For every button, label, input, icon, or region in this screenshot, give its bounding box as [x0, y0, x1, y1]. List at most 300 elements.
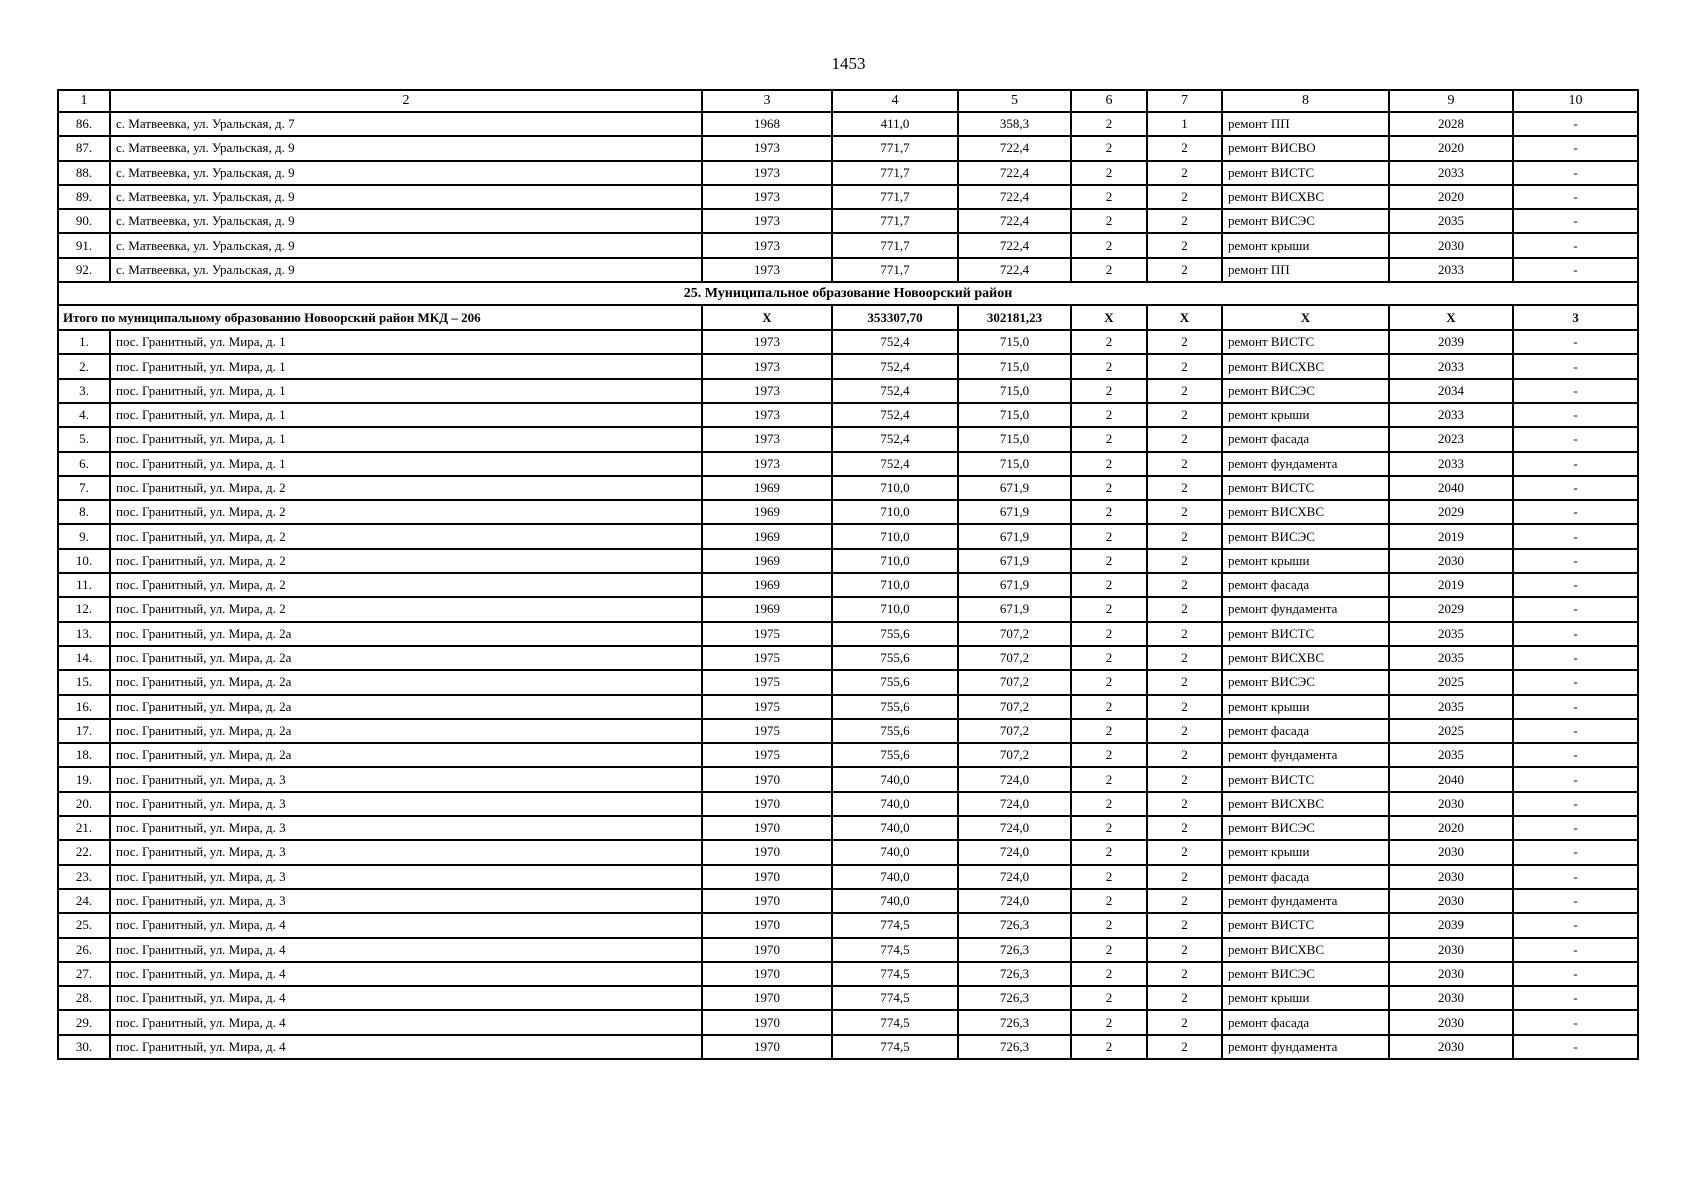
total-value: Х [1071, 305, 1147, 330]
table-row [58, 573, 1638, 597]
cell-row-number: 14. [58, 646, 110, 670]
cell-work-type: ремонт фундамента [1222, 889, 1389, 913]
cell-note: - [1513, 986, 1638, 1010]
cell-address: с. Матвеевка, ул. Уральская, д. 9 [110, 233, 702, 257]
cell-address: пос. Гранитный, ул. Мира, д. 2а [110, 719, 702, 743]
table-row [58, 427, 1638, 451]
cell-build-year: 1975 [702, 622, 832, 646]
cell-work-type: ремонт ВИСТС [1222, 622, 1389, 646]
cell-work-type: ремонт фундамента [1222, 597, 1389, 621]
cell-total-area: 755,6 [832, 695, 958, 719]
cell-build-year: 1970 [702, 1035, 832, 1059]
cell-note: - [1513, 330, 1638, 354]
cell-row-number: 90. [58, 209, 110, 233]
cell-address: пос. Гранитный, ул. Мира, д. 2 [110, 549, 702, 573]
cell-work-type: ремонт ВИСЭС [1222, 816, 1389, 840]
total-row [58, 305, 1638, 330]
cell-work-type: ремонт ВИСТС [1222, 476, 1389, 500]
cell-residential-area: 707,2 [958, 646, 1071, 670]
cell-entrances: 2 [1147, 986, 1222, 1010]
table-row [58, 258, 1638, 282]
cell-work-type: ремонт ВИСХВС [1222, 646, 1389, 670]
cell-entrances: 2 [1147, 209, 1222, 233]
cell-residential-area: 724,0 [958, 792, 1071, 816]
cell-plan-year: 2040 [1389, 476, 1513, 500]
cell-address: с. Матвеевка, ул. Уральская, д. 9 [110, 209, 702, 233]
cell-entrances: 2 [1147, 233, 1222, 257]
cell-address: пос. Гранитный, ул. Мира, д. 2а [110, 743, 702, 767]
cell-plan-year: 2029 [1389, 597, 1513, 621]
cell-build-year: 1969 [702, 500, 832, 524]
cell-build-year: 1973 [702, 427, 832, 451]
cell-note: - [1513, 622, 1638, 646]
cell-plan-year: 2030 [1389, 865, 1513, 889]
cell-note: - [1513, 209, 1638, 233]
cell-plan-year: 2025 [1389, 719, 1513, 743]
cell-total-area: 774,5 [832, 986, 958, 1010]
cell-row-number: 23. [58, 865, 110, 889]
cell-row-number: 8. [58, 500, 110, 524]
cell-floors: 2 [1071, 938, 1147, 962]
cell-work-type: ремонт ВИСВО [1222, 136, 1389, 160]
cell-work-type: ремонт ПП [1222, 258, 1389, 282]
cell-floors: 2 [1071, 962, 1147, 986]
cell-build-year: 1975 [702, 695, 832, 719]
cell-floors: 2 [1071, 1035, 1147, 1059]
cell-row-number: 86. [58, 112, 110, 136]
cell-floors: 2 [1071, 670, 1147, 694]
cell-residential-area: 724,0 [958, 816, 1071, 840]
column-header-10: 10 [1513, 90, 1638, 112]
cell-work-type: ремонт ПП [1222, 112, 1389, 136]
cell-note: - [1513, 913, 1638, 937]
cell-entrances: 2 [1147, 938, 1222, 962]
cell-total-area: 755,6 [832, 670, 958, 694]
cell-floors: 2 [1071, 452, 1147, 476]
cell-plan-year: 2030 [1389, 962, 1513, 986]
cell-floors: 2 [1071, 719, 1147, 743]
cell-note: - [1513, 646, 1638, 670]
cell-address: пос. Гранитный, ул. Мира, д. 2 [110, 573, 702, 597]
cell-note: - [1513, 816, 1638, 840]
cell-entrances: 2 [1147, 865, 1222, 889]
cell-total-area: 752,4 [832, 330, 958, 354]
cell-plan-year: 2030 [1389, 1035, 1513, 1059]
cell-build-year: 1973 [702, 330, 832, 354]
cell-row-number: 1. [58, 330, 110, 354]
cell-floors: 2 [1071, 427, 1147, 451]
cell-floors: 2 [1071, 136, 1147, 160]
cell-total-area: 752,4 [832, 379, 958, 403]
cell-floors: 2 [1071, 986, 1147, 1010]
cell-work-type: ремонт ВИСЭС [1222, 670, 1389, 694]
cell-note: - [1513, 549, 1638, 573]
cell-address: пос. Гранитный, ул. Мира, д. 3 [110, 767, 702, 791]
cell-entrances: 2 [1147, 695, 1222, 719]
cell-note: - [1513, 573, 1638, 597]
table-row [58, 962, 1638, 986]
cell-row-number: 26. [58, 938, 110, 962]
cell-total-area: 411,0 [832, 112, 958, 136]
cell-address: пос. Гранитный, ул. Мира, д. 1 [110, 403, 702, 427]
cell-plan-year: 2025 [1389, 670, 1513, 694]
cell-build-year: 1975 [702, 719, 832, 743]
table-row [58, 938, 1638, 962]
cell-total-area: 752,4 [832, 427, 958, 451]
cell-row-number: 10. [58, 549, 110, 573]
cell-work-type: ремонт крыши [1222, 695, 1389, 719]
table-row [58, 549, 1638, 573]
cell-note: - [1513, 476, 1638, 500]
cell-note: - [1513, 743, 1638, 767]
cell-build-year: 1970 [702, 913, 832, 937]
section-header-row [58, 282, 1638, 305]
cell-plan-year: 2033 [1389, 403, 1513, 427]
cell-work-type: ремонт ВИСТС [1222, 767, 1389, 791]
cell-address: пос. Гранитный, ул. Мира, д. 4 [110, 1010, 702, 1034]
cell-row-number: 7. [58, 476, 110, 500]
cell-residential-area: 715,0 [958, 427, 1071, 451]
cell-address: пос. Гранитный, ул. Мира, д. 1 [110, 427, 702, 451]
table-row [58, 354, 1638, 378]
cell-entrances: 2 [1147, 889, 1222, 913]
cell-entrances: 2 [1147, 452, 1222, 476]
cell-floors: 2 [1071, 767, 1147, 791]
cell-entrances: 2 [1147, 476, 1222, 500]
cell-note: - [1513, 1010, 1638, 1034]
cell-note: - [1513, 840, 1638, 864]
cell-work-type: ремонт фасада [1222, 719, 1389, 743]
table-row [58, 719, 1638, 743]
cell-floors: 2 [1071, 792, 1147, 816]
table-row [58, 670, 1638, 694]
cell-work-type: ремонт ВИСХВС [1222, 500, 1389, 524]
cell-total-area: 710,0 [832, 476, 958, 500]
cell-residential-area: 707,2 [958, 743, 1071, 767]
cell-address: пос. Гранитный, ул. Мира, д. 1 [110, 452, 702, 476]
table-row [58, 1035, 1638, 1059]
cell-build-year: 1973 [702, 354, 832, 378]
cell-floors: 2 [1071, 816, 1147, 840]
cell-floors: 2 [1071, 549, 1147, 573]
cell-plan-year: 2019 [1389, 573, 1513, 597]
cell-entrances: 2 [1147, 767, 1222, 791]
cell-plan-year: 2033 [1389, 354, 1513, 378]
cell-row-number: 27. [58, 962, 110, 986]
cell-work-type: ремонт ВИСХВС [1222, 792, 1389, 816]
cell-plan-year: 2030 [1389, 792, 1513, 816]
cell-note: - [1513, 719, 1638, 743]
cell-total-area: 771,7 [832, 209, 958, 233]
cell-work-type: ремонт фундамента [1222, 743, 1389, 767]
cell-note: - [1513, 112, 1638, 136]
cell-note: - [1513, 379, 1638, 403]
cell-entrances: 2 [1147, 427, 1222, 451]
cell-floors: 2 [1071, 913, 1147, 937]
cell-floors: 2 [1071, 1010, 1147, 1034]
cell-address: пос. Гранитный, ул. Мира, д. 3 [110, 889, 702, 913]
cell-row-number: 18. [58, 743, 110, 767]
cell-note: - [1513, 695, 1638, 719]
cell-row-number: 20. [58, 792, 110, 816]
cell-plan-year: 2035 [1389, 209, 1513, 233]
cell-work-type: ремонт фасада [1222, 427, 1389, 451]
cell-build-year: 1973 [702, 161, 832, 185]
cell-build-year: 1975 [702, 646, 832, 670]
cell-work-type: ремонт ВИСТС [1222, 913, 1389, 937]
cell-residential-area: 726,3 [958, 938, 1071, 962]
cell-build-year: 1970 [702, 767, 832, 791]
cell-address: пос. Гранитный, ул. Мира, д. 1 [110, 330, 702, 354]
table-row [58, 767, 1638, 791]
cell-residential-area: 707,2 [958, 719, 1071, 743]
cell-row-number: 5. [58, 427, 110, 451]
cell-row-number: 2. [58, 354, 110, 378]
table-row [58, 889, 1638, 913]
cell-plan-year: 2030 [1389, 549, 1513, 573]
cell-row-number: 3. [58, 379, 110, 403]
cell-residential-area: 671,9 [958, 500, 1071, 524]
cell-entrances: 2 [1147, 403, 1222, 427]
cell-note: - [1513, 597, 1638, 621]
cell-plan-year: 2030 [1389, 938, 1513, 962]
cell-plan-year: 2035 [1389, 743, 1513, 767]
cell-row-number: 12. [58, 597, 110, 621]
cell-work-type: ремонт ВИСТС [1222, 161, 1389, 185]
cell-residential-area: 726,3 [958, 986, 1071, 1010]
table-row [58, 743, 1638, 767]
cell-total-area: 755,6 [832, 622, 958, 646]
cell-build-year: 1969 [702, 573, 832, 597]
cell-work-type: ремонт фундамента [1222, 452, 1389, 476]
cell-row-number: 29. [58, 1010, 110, 1034]
cell-total-area: 755,6 [832, 743, 958, 767]
table-row [58, 816, 1638, 840]
cell-plan-year: 2023 [1389, 427, 1513, 451]
cell-residential-area: 715,0 [958, 379, 1071, 403]
cell-note: - [1513, 767, 1638, 791]
cell-address: пос. Гранитный, ул. Мира, д. 1 [110, 379, 702, 403]
cell-residential-area: 715,0 [958, 354, 1071, 378]
column-header-5: 5 [958, 90, 1071, 112]
cell-work-type: ремонт ВИСЭС [1222, 209, 1389, 233]
table-row [58, 233, 1638, 257]
cell-work-type: ремонт ВИСЭС [1222, 524, 1389, 548]
cell-work-type: ремонт крыши [1222, 840, 1389, 864]
cell-floors: 2 [1071, 209, 1147, 233]
table-row [58, 500, 1638, 524]
cell-plan-year: 2040 [1389, 767, 1513, 791]
cell-residential-area: 671,9 [958, 597, 1071, 621]
cell-note: - [1513, 136, 1638, 160]
cell-entrances: 2 [1147, 573, 1222, 597]
table-body [58, 90, 1638, 1059]
cell-build-year: 1973 [702, 209, 832, 233]
cell-residential-area: 722,4 [958, 209, 1071, 233]
cell-plan-year: 2039 [1389, 913, 1513, 937]
cell-plan-year: 2020 [1389, 185, 1513, 209]
cell-residential-area: 671,9 [958, 549, 1071, 573]
table-row [58, 185, 1638, 209]
cell-entrances: 2 [1147, 549, 1222, 573]
cell-residential-area: 707,2 [958, 622, 1071, 646]
cell-work-type: ремонт фундамента [1222, 1035, 1389, 1059]
cell-residential-area: 671,9 [958, 524, 1071, 548]
cell-residential-area: 724,0 [958, 767, 1071, 791]
cell-residential-area: 722,4 [958, 258, 1071, 282]
cell-address: пос. Гранитный, ул. Мира, д. 4 [110, 938, 702, 962]
cell-plan-year: 2030 [1389, 1010, 1513, 1034]
cell-plan-year: 2030 [1389, 889, 1513, 913]
total-value: Х [1222, 305, 1389, 330]
cell-total-area: 774,5 [832, 1010, 958, 1034]
cell-floors: 2 [1071, 379, 1147, 403]
cell-total-area: 755,6 [832, 719, 958, 743]
cell-residential-area: 715,0 [958, 403, 1071, 427]
cell-residential-area: 726,3 [958, 913, 1071, 937]
cell-build-year: 1973 [702, 233, 832, 257]
cell-row-number: 30. [58, 1035, 110, 1059]
cell-plan-year: 2039 [1389, 330, 1513, 354]
cell-note: - [1513, 889, 1638, 913]
cell-residential-area: 726,3 [958, 1010, 1071, 1034]
cell-total-area: 710,0 [832, 500, 958, 524]
cell-plan-year: 2035 [1389, 646, 1513, 670]
cell-floors: 2 [1071, 500, 1147, 524]
cell-entrances: 2 [1147, 962, 1222, 986]
cell-plan-year: 2033 [1389, 161, 1513, 185]
cell-plan-year: 2019 [1389, 524, 1513, 548]
cell-build-year: 1973 [702, 136, 832, 160]
column-header-9: 9 [1389, 90, 1513, 112]
cell-address: пос. Гранитный, ул. Мира, д. 2а [110, 670, 702, 694]
cell-residential-area: 671,9 [958, 476, 1071, 500]
cell-entrances: 2 [1147, 646, 1222, 670]
cell-build-year: 1969 [702, 597, 832, 621]
column-header-2: 2 [110, 90, 702, 112]
cell-total-area: 740,0 [832, 865, 958, 889]
cell-total-area: 710,0 [832, 597, 958, 621]
cell-floors: 2 [1071, 597, 1147, 621]
cell-total-area: 771,7 [832, 233, 958, 257]
cell-entrances: 2 [1147, 1010, 1222, 1034]
cell-entrances: 2 [1147, 379, 1222, 403]
cell-address: пос. Гранитный, ул. Мира, д. 1 [110, 354, 702, 378]
cell-work-type: ремонт ВИСТС [1222, 330, 1389, 354]
cell-plan-year: 2020 [1389, 136, 1513, 160]
cell-plan-year: 2030 [1389, 233, 1513, 257]
cell-entrances: 2 [1147, 792, 1222, 816]
cell-plan-year: 2034 [1389, 379, 1513, 403]
cell-entrances: 2 [1147, 597, 1222, 621]
cell-floors: 2 [1071, 646, 1147, 670]
cell-floors: 2 [1071, 573, 1147, 597]
cell-address: с. Матвеевка, ул. Уральская, д. 9 [110, 258, 702, 282]
cell-total-area: 774,5 [832, 913, 958, 937]
cell-total-area: 771,7 [832, 161, 958, 185]
cell-note: - [1513, 670, 1638, 694]
cell-address: пос. Гранитный, ул. Мира, д. 2а [110, 646, 702, 670]
cell-floors: 2 [1071, 743, 1147, 767]
cell-residential-area: 722,4 [958, 136, 1071, 160]
cell-entrances: 2 [1147, 258, 1222, 282]
cell-note: - [1513, 403, 1638, 427]
cell-address: пос. Гранитный, ул. Мира, д. 4 [110, 986, 702, 1010]
cell-floors: 2 [1071, 695, 1147, 719]
table-row [58, 792, 1638, 816]
cell-build-year: 1970 [702, 889, 832, 913]
cell-row-number: 15. [58, 670, 110, 694]
table-row [58, 865, 1638, 889]
cell-plan-year: 2030 [1389, 986, 1513, 1010]
cell-entrances: 2 [1147, 330, 1222, 354]
table-row [58, 476, 1638, 500]
cell-total-area: 774,5 [832, 1035, 958, 1059]
cell-row-number: 17. [58, 719, 110, 743]
cell-entrances: 2 [1147, 524, 1222, 548]
cell-address: с. Матвеевка, ул. Уральская, д. 9 [110, 136, 702, 160]
cell-row-number: 6. [58, 452, 110, 476]
column-number-header-row [58, 90, 1638, 112]
cell-build-year: 1969 [702, 524, 832, 548]
column-header-1: 1 [58, 90, 110, 112]
cell-note: - [1513, 233, 1638, 257]
cell-total-area: 752,4 [832, 452, 958, 476]
cell-row-number: 28. [58, 986, 110, 1010]
cell-build-year: 1973 [702, 379, 832, 403]
cell-row-number: 91. [58, 233, 110, 257]
cell-total-area: 710,0 [832, 573, 958, 597]
cell-total-area: 755,6 [832, 646, 958, 670]
cell-floors: 2 [1071, 840, 1147, 864]
cell-note: - [1513, 427, 1638, 451]
cell-build-year: 1973 [702, 258, 832, 282]
cell-row-number: 4. [58, 403, 110, 427]
cell-address: с. Матвеевка, ул. Уральская, д. 9 [110, 185, 702, 209]
cell-row-number: 9. [58, 524, 110, 548]
cell-work-type: ремонт ВИСЭС [1222, 379, 1389, 403]
table-row [58, 161, 1638, 185]
cell-build-year: 1973 [702, 403, 832, 427]
cell-row-number: 25. [58, 913, 110, 937]
cell-total-area: 740,0 [832, 889, 958, 913]
cell-total-area: 740,0 [832, 767, 958, 791]
cell-row-number: 11. [58, 573, 110, 597]
cell-build-year: 1973 [702, 452, 832, 476]
cell-total-area: 774,5 [832, 938, 958, 962]
cell-build-year: 1970 [702, 816, 832, 840]
cell-note: - [1513, 524, 1638, 548]
cell-plan-year: 2030 [1389, 840, 1513, 864]
column-header-4: 4 [832, 90, 958, 112]
cell-address: пос. Гранитный, ул. Мира, д. 3 [110, 840, 702, 864]
column-header-8: 8 [1222, 90, 1389, 112]
cell-address: пос. Гранитный, ул. Мира, д. 2 [110, 597, 702, 621]
cell-address: с. Матвеевка, ул. Уральская, д. 7 [110, 112, 702, 136]
cell-floors: 2 [1071, 476, 1147, 500]
cell-row-number: 89. [58, 185, 110, 209]
cell-address: пос. Гранитный, ул. Мира, д. 2 [110, 500, 702, 524]
cell-residential-area: 707,2 [958, 695, 1071, 719]
cell-address: с. Матвеевка, ул. Уральская, д. 9 [110, 161, 702, 185]
cell-build-year: 1975 [702, 743, 832, 767]
table-row [58, 840, 1638, 864]
cell-work-type: ремонт крыши [1222, 549, 1389, 573]
table-row [58, 1010, 1638, 1034]
cell-work-type: ремонт фасада [1222, 1010, 1389, 1034]
cell-entrances: 1 [1147, 112, 1222, 136]
cell-residential-area: 724,0 [958, 889, 1071, 913]
